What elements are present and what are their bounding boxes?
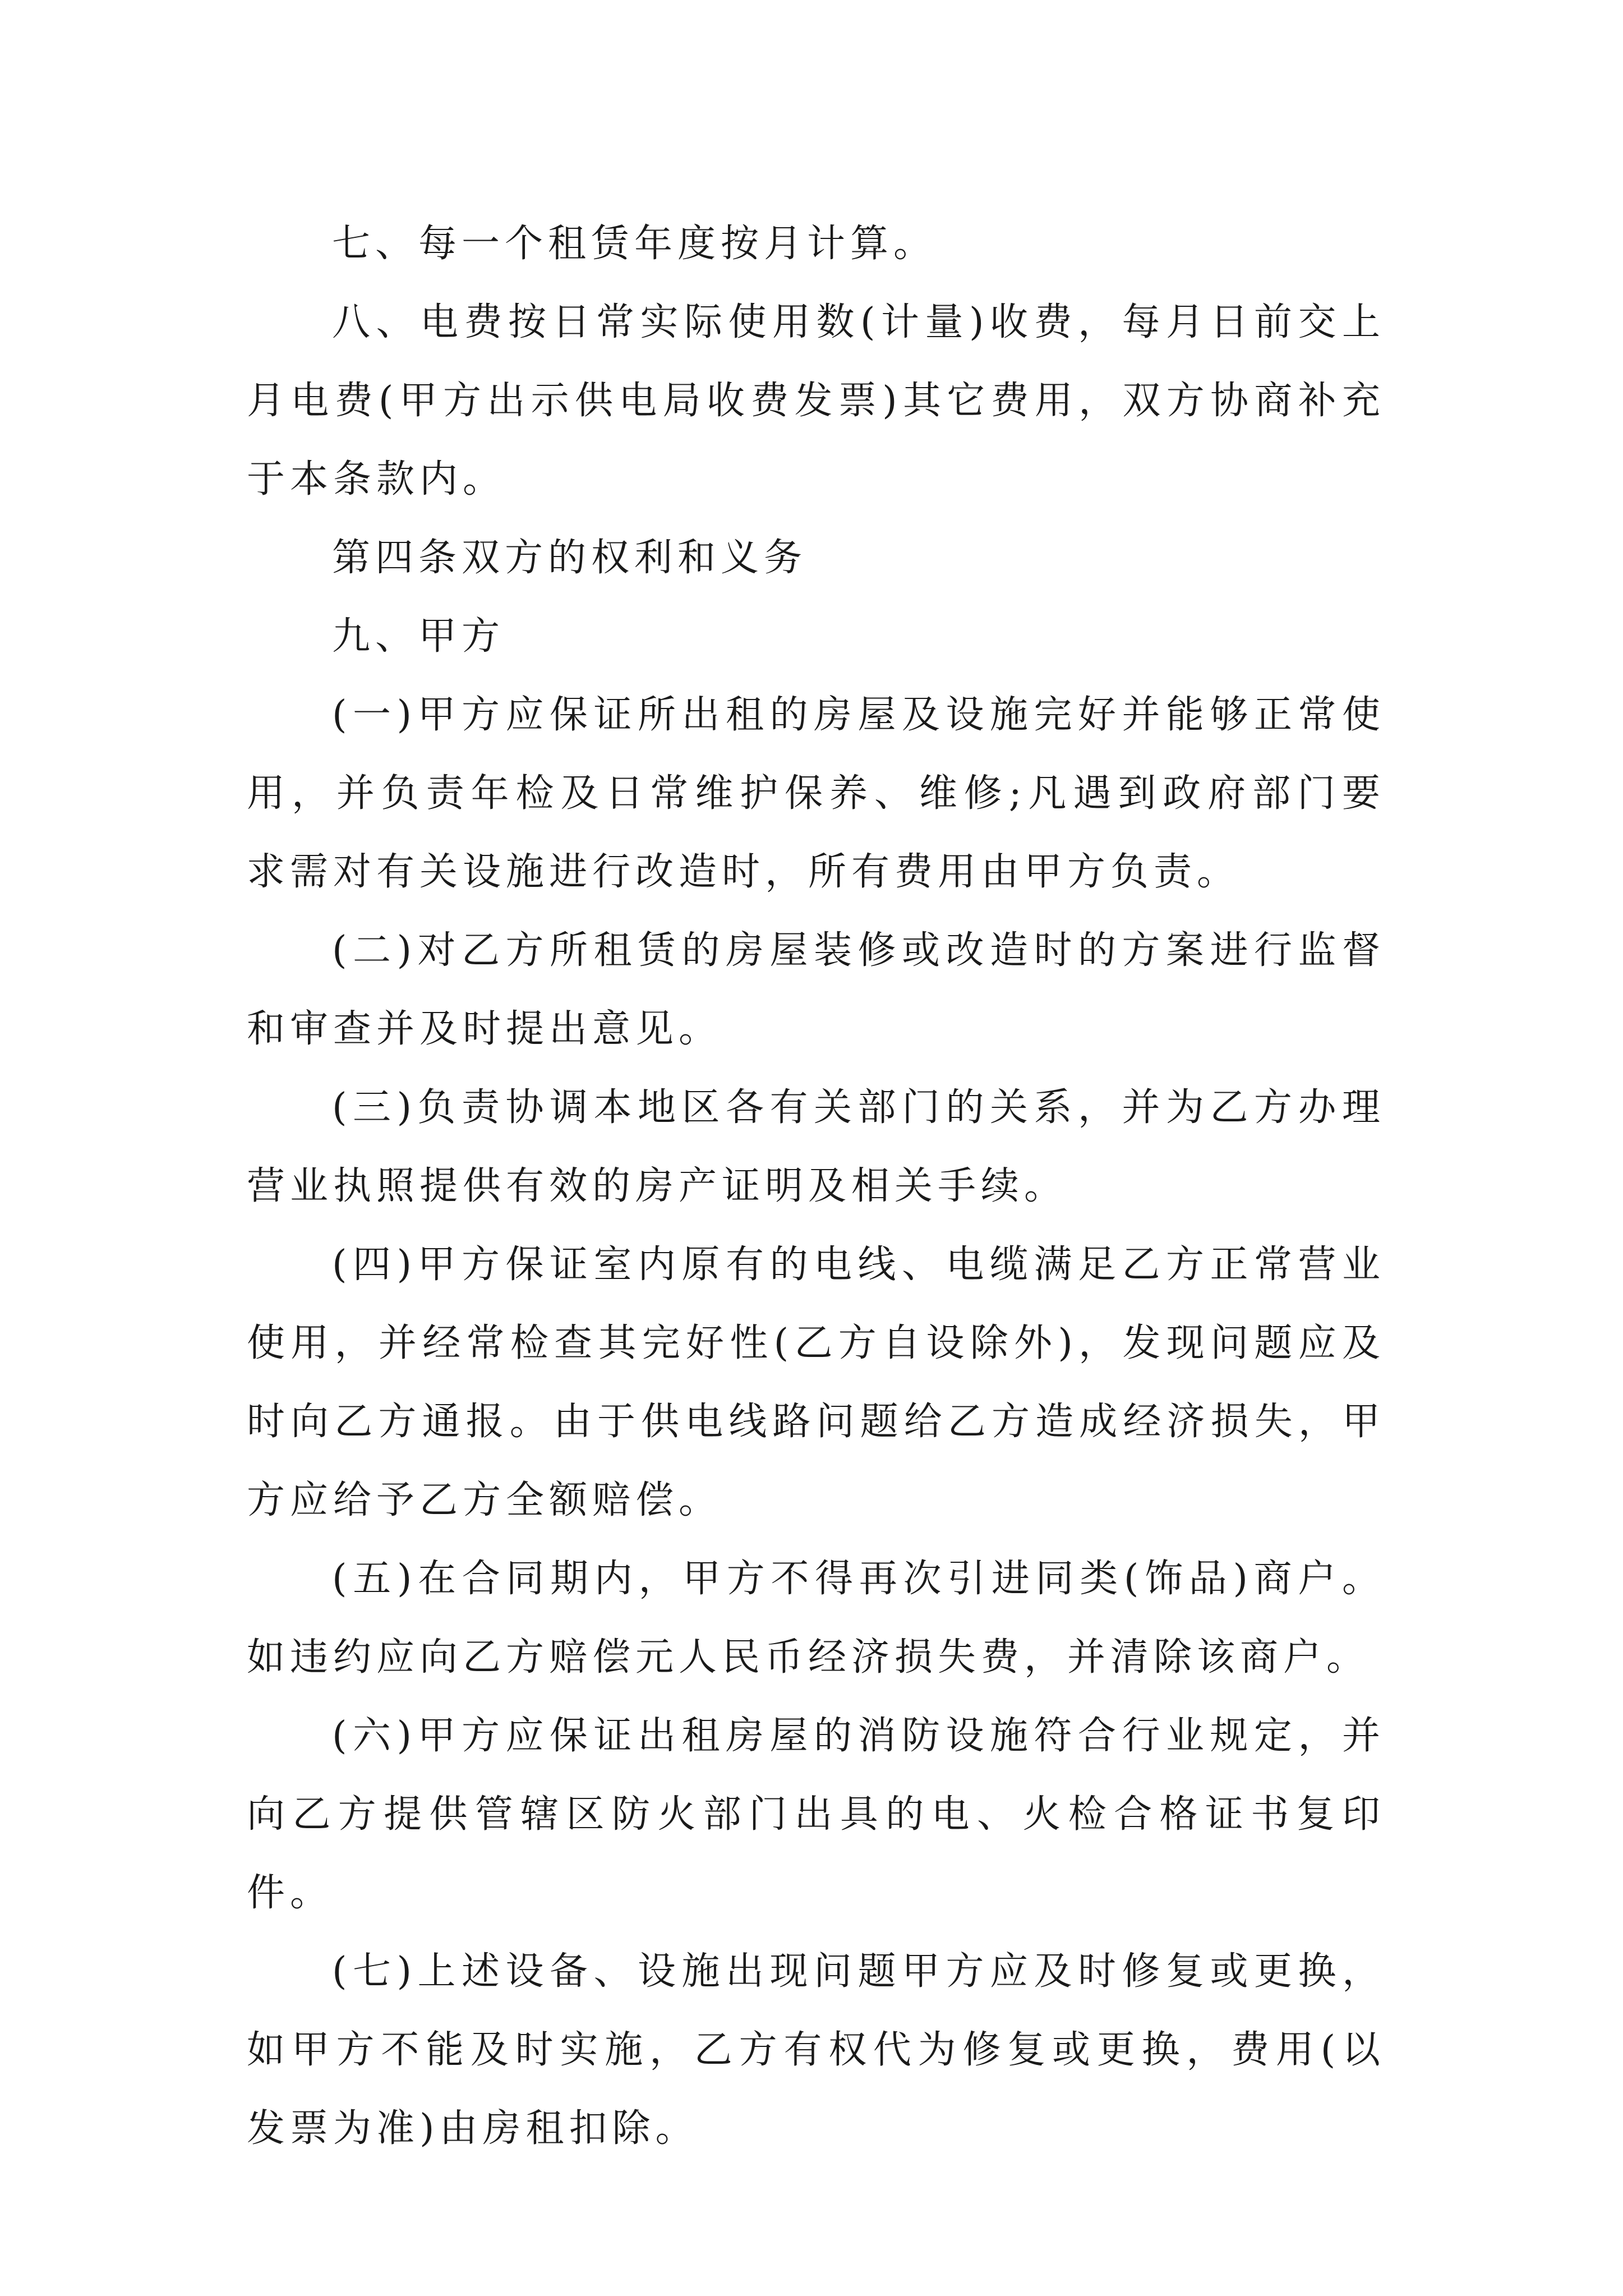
clause-7-paragraph: 七、每一个租赁年度按月计算。	[332, 222, 937, 266]
article-4-heading: 第四条双方的权利和义务	[332, 536, 808, 580]
clause-9-item-6: (六)甲方应保证出租房屋的消防设施符合行业规定，并向乙方提供管辖区防火部门出具的电、火检合格证书复印件。	[247, 1714, 1385, 1915]
clause-8-paragraph: 八、电费按日常实际使用数(计量)收费，每月日前交上月电费(甲方出示供电局收费发票)其它费用，双方协商补充于本条款内。	[247, 300, 1385, 501]
clause-9-item-3: (三)负责协调本地区各有关部门的关系，并为乙方办理营业执照提供有效的房产证明及相关手续。	[247, 1085, 1385, 1208]
document-body	[247, 205, 1385, 2168]
clause-9-item-7: (七)上述设备、设施出现问题甲方应及时修复或更换，如甲方不能及时实施，乙方有权代为修复或更换，费用(以发票为准)由房租扣除。	[247, 1949, 1385, 2151]
clause-9-item-5: (五)在合同期内，甲方不得再次引进同类(饰品)商户。如违约应向乙方赔偿元人民币经济损失费，并清除该商户。	[247, 1557, 1385, 1680]
clause-9-item-2: (二)对乙方所租赁的房屋装修或改造时的方案进行监督和审查并及时提出意见。	[247, 928, 1385, 1051]
clause-9-item-1: (一)甲方应保证所出租的房屋及设施完好并能够正常使用，并负责年检及日常维护保养、维修;凡遇到政府部门要求需对有关设施进行改造时，所有费用由甲方负责。	[247, 693, 1385, 894]
clause-9-item-4: (四)甲方保证室内原有的电线、电缆满足乙方正常营业使用，并经常检查其完好性(乙方自设除外)，发现问题应及时向乙方通报。由于供电线路问题给乙方造成经济损失，甲方应给予乙方全额赔偿。	[247, 1243, 1385, 1522]
clause-9-heading: 九、甲方	[332, 614, 505, 659]
